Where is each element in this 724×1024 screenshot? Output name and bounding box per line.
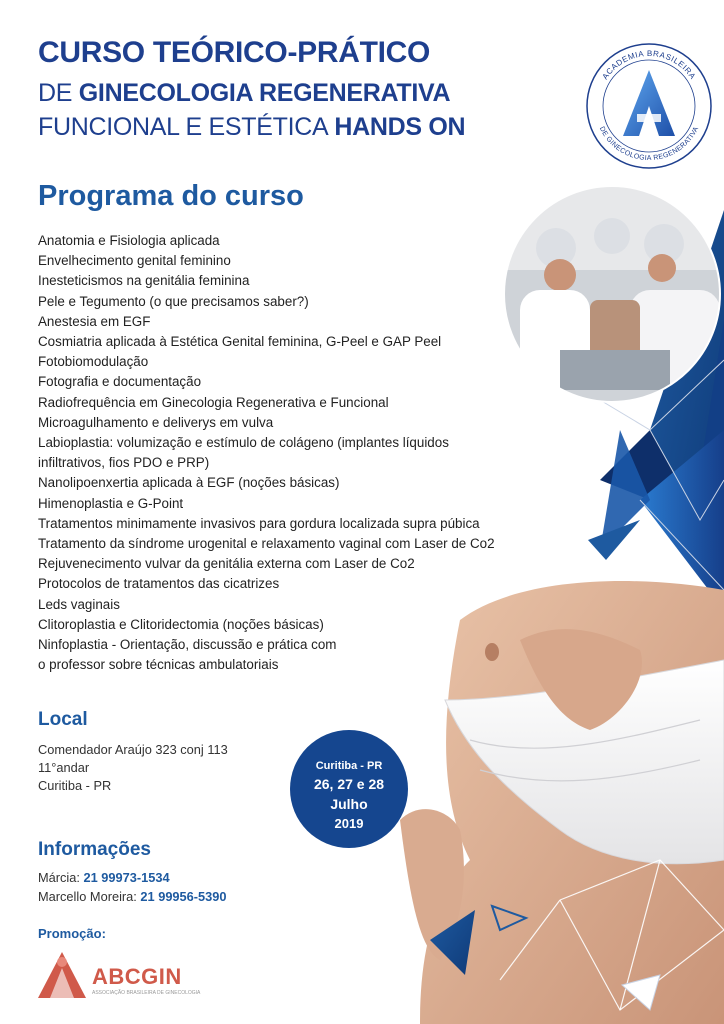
abcgin-subtitle: ASSOCIAÇÃO BRASILEIRA DE GINECOLOGIA xyxy=(92,990,201,996)
program-item: Nanolipoenxertia aplicada à EGF (noções básicas) xyxy=(38,475,340,491)
title-line-3 xyxy=(38,113,465,142)
info-contacts xyxy=(38,868,227,906)
program-item: Tratamentos minimamente invasivos para gordura localizada supra púbica xyxy=(38,515,480,531)
promo-label: Promoção: xyxy=(38,926,106,941)
program-title: Programa do curso xyxy=(38,180,304,212)
title-line-2-prefix: DE xyxy=(38,79,79,107)
local-title: Local xyxy=(38,709,88,730)
event-days: 26, 27 e 28 xyxy=(313,776,385,792)
title-line-2 xyxy=(38,79,450,108)
program-item: Fotografia e documentação xyxy=(38,374,202,390)
event-date-badge xyxy=(290,730,408,848)
academy-seal xyxy=(585,42,713,170)
contact-2 xyxy=(38,887,227,906)
program-item: Inesteticismos na genitália feminina xyxy=(38,273,250,289)
contact-1-name: Márcia: xyxy=(38,870,84,885)
title-line-3-bold: HANDS ON xyxy=(334,113,466,141)
address-line-3: Curitiba - PR xyxy=(38,778,112,793)
program-item: Himenoplastia e G-Point xyxy=(38,495,184,511)
program-item: Tratamento da síndrome urogenital e relaxamento vaginal com Laser de Co2 xyxy=(38,536,495,552)
abcgin-logo-mark xyxy=(38,952,86,998)
program-item: Protocolos de tratamentos das cicatrizes xyxy=(38,576,280,592)
program-item: Leds vaginais xyxy=(38,596,120,612)
program-item: Pele e Tegumento (o que precisamos saber?) xyxy=(38,293,309,309)
program-item: Anestesia em EGF xyxy=(38,313,151,329)
contact-1-phone[interactable]: 21 99973-1534 xyxy=(83,870,170,885)
contact-2-name: Marcello Moreira: xyxy=(38,889,141,904)
program-item: Fotobiomodulação xyxy=(38,354,149,370)
program-item: Clitoroplastia e Clitoridectomia (noções básicas) xyxy=(38,616,324,632)
title-line-1: CURSO TEÓRICO-PRÁTICO xyxy=(38,36,431,69)
address-line-1: Comendador Araújo 323 conj 113 xyxy=(38,742,228,757)
contact-1 xyxy=(38,868,227,887)
program-item: Microagulhamento e deliverys em vulva xyxy=(38,414,274,430)
title-line-3-prefix: FUNCIONAL E ESTÉTICA xyxy=(38,113,329,141)
program-item: Labioplastia: volumização e estímulo de colágeno (implantes líquidos xyxy=(38,435,449,451)
seal-bottom-text: DE GINECOLOGIA REGENERATIVA xyxy=(597,125,701,163)
title-line-2-bold: GINECOLOGIA REGENERATIVA xyxy=(78,79,451,107)
event-month: Julho xyxy=(330,796,368,812)
abcgin-name: ABCGIN xyxy=(92,964,182,989)
program-item: o professor sobre técnicas ambulatoriais xyxy=(38,657,279,673)
program-item: infiltrativos, fios PDO e PRP) xyxy=(38,455,210,471)
program-item: Cosmiatria aplicada à Estética Genital feminina, G-Peel e GAP Peel xyxy=(38,334,442,350)
address-line-2: 11°andar xyxy=(38,760,90,775)
program-item: Anatomia e Fisiologia aplicada xyxy=(38,233,220,248)
event-year: 2019 xyxy=(334,816,364,831)
local-address xyxy=(38,741,228,795)
program-item: Ninfoplastia - Orientação, discussão e prática com xyxy=(38,637,337,653)
program-item: Radiofrequência em Ginecologia Regenerativa e Funcional xyxy=(38,394,389,410)
contact-2-phone[interactable]: 21 99956-5390 xyxy=(140,889,227,904)
program-list xyxy=(38,231,558,675)
program-item: Envelhecimento genital feminino xyxy=(38,253,231,269)
info-title: Informações xyxy=(38,839,151,860)
seal-top-text: ACADEMIA BRASILEIRA xyxy=(600,48,698,82)
seal-a-icon xyxy=(623,70,675,136)
event-city: Curitiba - PR xyxy=(315,760,383,772)
program-item: Rejuvenecimento vulvar da genitália externa com Laser de Co2 xyxy=(38,556,415,572)
